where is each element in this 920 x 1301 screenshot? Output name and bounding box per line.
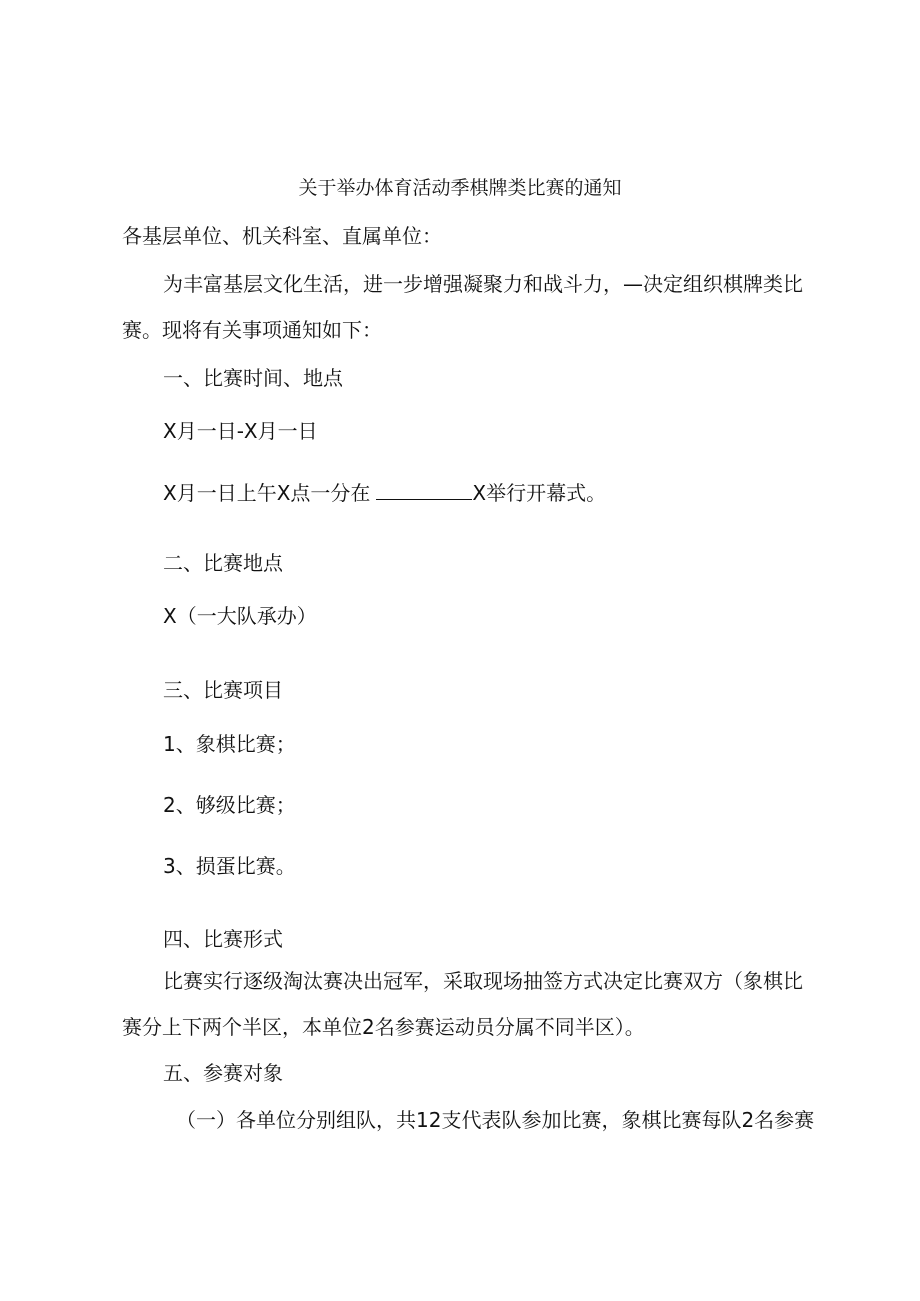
fill-in-blank [376, 481, 472, 500]
opening-text-before: X月一日上午X点一分在 [163, 481, 371, 505]
list-item: 1、象棋比赛； [163, 732, 296, 756]
section-5-heading: 五、参赛对象 [163, 1061, 283, 1085]
section-1-opening-line [163, 480, 606, 506]
section-1-heading: 一、比赛时间、地点 [163, 366, 343, 390]
list-item: 2、够级比赛； [163, 793, 296, 817]
salutation: 各基层单位、机关科室、直属单位： [122, 224, 442, 248]
opening-text-after: X举行开幕式。 [472, 481, 607, 505]
section-3-heading: 三、比赛项目 [163, 678, 283, 702]
section-4-body-line-1: 比赛实行逐级淘汰赛决出冠军，采取现场抽签方式决定比赛双方（象棋比 [163, 969, 803, 993]
section-5-body-line-1: （一）各单位分别组队，共12支代表队参加比赛，象棋比赛每队2名参赛 [176, 1108, 815, 1132]
list-item: 3、损蛋比赛。 [163, 854, 296, 878]
section-4-body-line-2: 赛分上下两个半区，本单位2名参赛运动员分属不同半区）。 [122, 1015, 645, 1039]
section-2-heading: 二、比赛地点 [163, 551, 283, 575]
section-2-venue: X（一大队承办） [163, 604, 317, 628]
section-1-date-range: X月一日-X月一日 [163, 419, 318, 443]
intro-paragraph-line-1: 为丰富基层文化生活，进一步增强凝聚力和战斗力，—决定组织棋牌类比 [163, 272, 803, 296]
intro-paragraph-line-2: 赛。现将有关事项通知如下： [122, 318, 382, 342]
document-title: 关于举办体育活动季棋牌类比赛的通知 [298, 177, 622, 199]
section-4-heading: 四、比赛形式 [163, 927, 283, 951]
